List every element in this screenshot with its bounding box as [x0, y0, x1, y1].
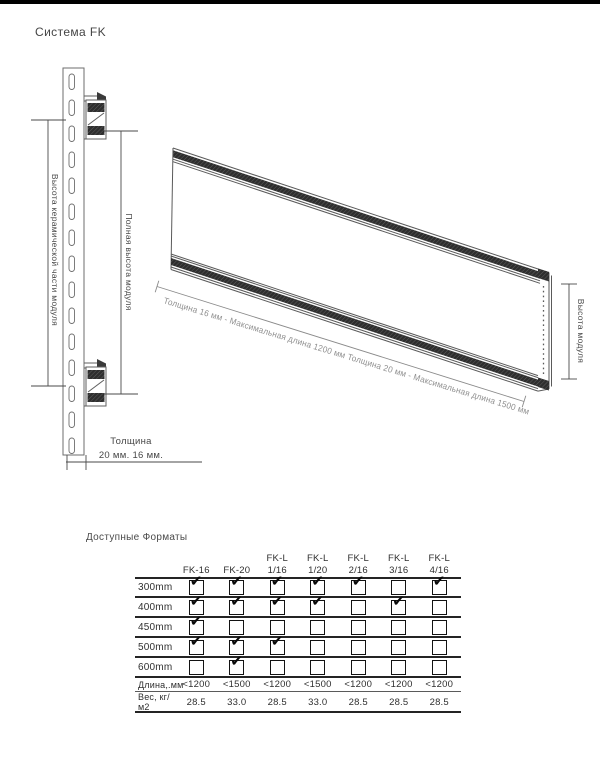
weight-value: 28.5 — [348, 696, 368, 708]
formats-section-title: Доступные Форматы — [86, 532, 188, 543]
row-label: Длина,.мм — [138, 679, 184, 690]
format-checkbox — [391, 660, 406, 675]
col-header-fkl-2-16: FK-L 2/16 — [347, 553, 369, 576]
page-title: Система FK — [35, 25, 106, 39]
check-icon: ✔ — [311, 591, 324, 610]
table-row-450mm — [135, 611, 461, 636]
format-checkbox — [351, 600, 366, 615]
check-icon: ✔ — [189, 591, 203, 610]
formats-header-row — [135, 553, 461, 577]
format-checkbox — [229, 651, 244, 675]
check-icon: ✔ — [230, 651, 243, 670]
weight-value: 33.0 — [308, 696, 328, 708]
format-checkbox — [432, 600, 447, 615]
table-row-400mm — [135, 591, 461, 616]
format-checkbox — [391, 591, 406, 615]
format-checkbox — [270, 660, 285, 675]
check-icon: ✔ — [230, 591, 243, 610]
row-label: 450mm — [138, 621, 173, 633]
length-value: <1500 — [222, 679, 251, 690]
weight-value: 28.5 — [389, 696, 409, 708]
check-icon: ✔ — [351, 572, 365, 590]
col-header-spacer — [135, 553, 176, 577]
table-row-weight — [135, 691, 461, 711]
row-label: Вес, кг/м2 — [138, 692, 170, 712]
length-value: <1200 — [425, 679, 454, 690]
format-checkbox — [310, 640, 325, 655]
format-checkbox — [432, 660, 447, 675]
format-checkbox — [270, 591, 285, 615]
length-value: <1200 — [263, 679, 292, 690]
panel-end-profile — [538, 269, 552, 392]
table-row-300mm — [135, 572, 461, 596]
format-checkbox — [351, 640, 366, 655]
table-row-length — [135, 676, 461, 691]
check-icon: ✔ — [432, 572, 446, 590]
format-checkbox — [310, 620, 325, 635]
format-checkbox — [310, 591, 325, 615]
check-icon: ✔ — [311, 572, 324, 590]
format-checkbox — [270, 631, 285, 655]
format-checkbox — [189, 660, 204, 675]
check-icon: ✔ — [230, 572, 243, 590]
check-icon: ✔ — [270, 591, 284, 610]
dim-full-height-label: Полная высота модуля — [124, 213, 134, 311]
format-checkbox — [351, 572, 366, 595]
check-icon: ✔ — [189, 631, 203, 650]
col-header-fkl-1-16: FK-L 1/16 — [266, 553, 288, 576]
length-value: <1200 — [344, 679, 373, 690]
formats-table — [135, 553, 461, 713]
format-checkbox — [391, 620, 406, 635]
format-checkbox — [189, 631, 204, 655]
format-checkbox — [432, 640, 447, 655]
weight-value: 33.0 — [227, 696, 247, 708]
length-value: <1200 — [384, 679, 413, 690]
format-checkbox — [229, 591, 244, 615]
mounting-clip-bottom — [84, 359, 106, 406]
format-checkbox — [310, 660, 325, 675]
row-label: 400mm — [138, 601, 173, 613]
format-checkbox — [432, 572, 447, 595]
col-header-fk20: FK-20 — [223, 565, 251, 576]
length-value: <1500 — [303, 679, 332, 690]
panel-face — [171, 162, 540, 376]
format-checkbox — [351, 620, 366, 635]
format-checkbox — [391, 640, 406, 655]
check-icon: ✔ — [392, 591, 405, 610]
row-label: 600mm — [138, 661, 173, 673]
weight-value: 28.5 — [267, 696, 287, 708]
table-row-600mm — [135, 651, 461, 676]
thickness-label: Толщина — [110, 436, 152, 447]
col-header-fk16: FK-16 — [182, 565, 210, 576]
format-checkbox — [351, 660, 366, 675]
check-icon: ✔ — [189, 611, 203, 630]
check-icon: ✔ — [270, 631, 284, 650]
length-value: <1200 — [182, 679, 211, 690]
mounting-clip-top — [84, 92, 106, 139]
col-header-fkl-1-20: FK-L 1/20 — [307, 553, 329, 576]
row-label: 300mm — [138, 582, 173, 593]
col-header-fkl-3-16: FK-L 3/16 — [388, 553, 410, 576]
panel-3d-diagram — [155, 148, 586, 424]
col-header-fkl-4-16: FK-L 4/16 — [428, 553, 450, 576]
dim-module-height-label: Высота модуля — [576, 298, 586, 364]
weight-value: 28.5 — [186, 696, 206, 708]
check-icon: ✔ — [189, 572, 203, 590]
weight-value: 28.5 — [429, 696, 449, 708]
row-label: 500mm — [138, 641, 173, 653]
thickness-values: 20 мм. 16 мм. — [98, 450, 164, 461]
format-checkbox — [432, 620, 447, 635]
dim-module-height-line — [561, 284, 577, 379]
check-icon: ✔ — [270, 572, 284, 590]
check-icon: ✔ — [230, 631, 243, 650]
table-row-500mm — [135, 631, 461, 656]
length-note-label: Толщина 16 мм - Максимальная длина 1200 мм Толщина 20 мм - Максимальная длина 1500 мм — [162, 295, 554, 424]
dim-ceramic-height-label: Высота керамической части модуля — [50, 173, 60, 327]
